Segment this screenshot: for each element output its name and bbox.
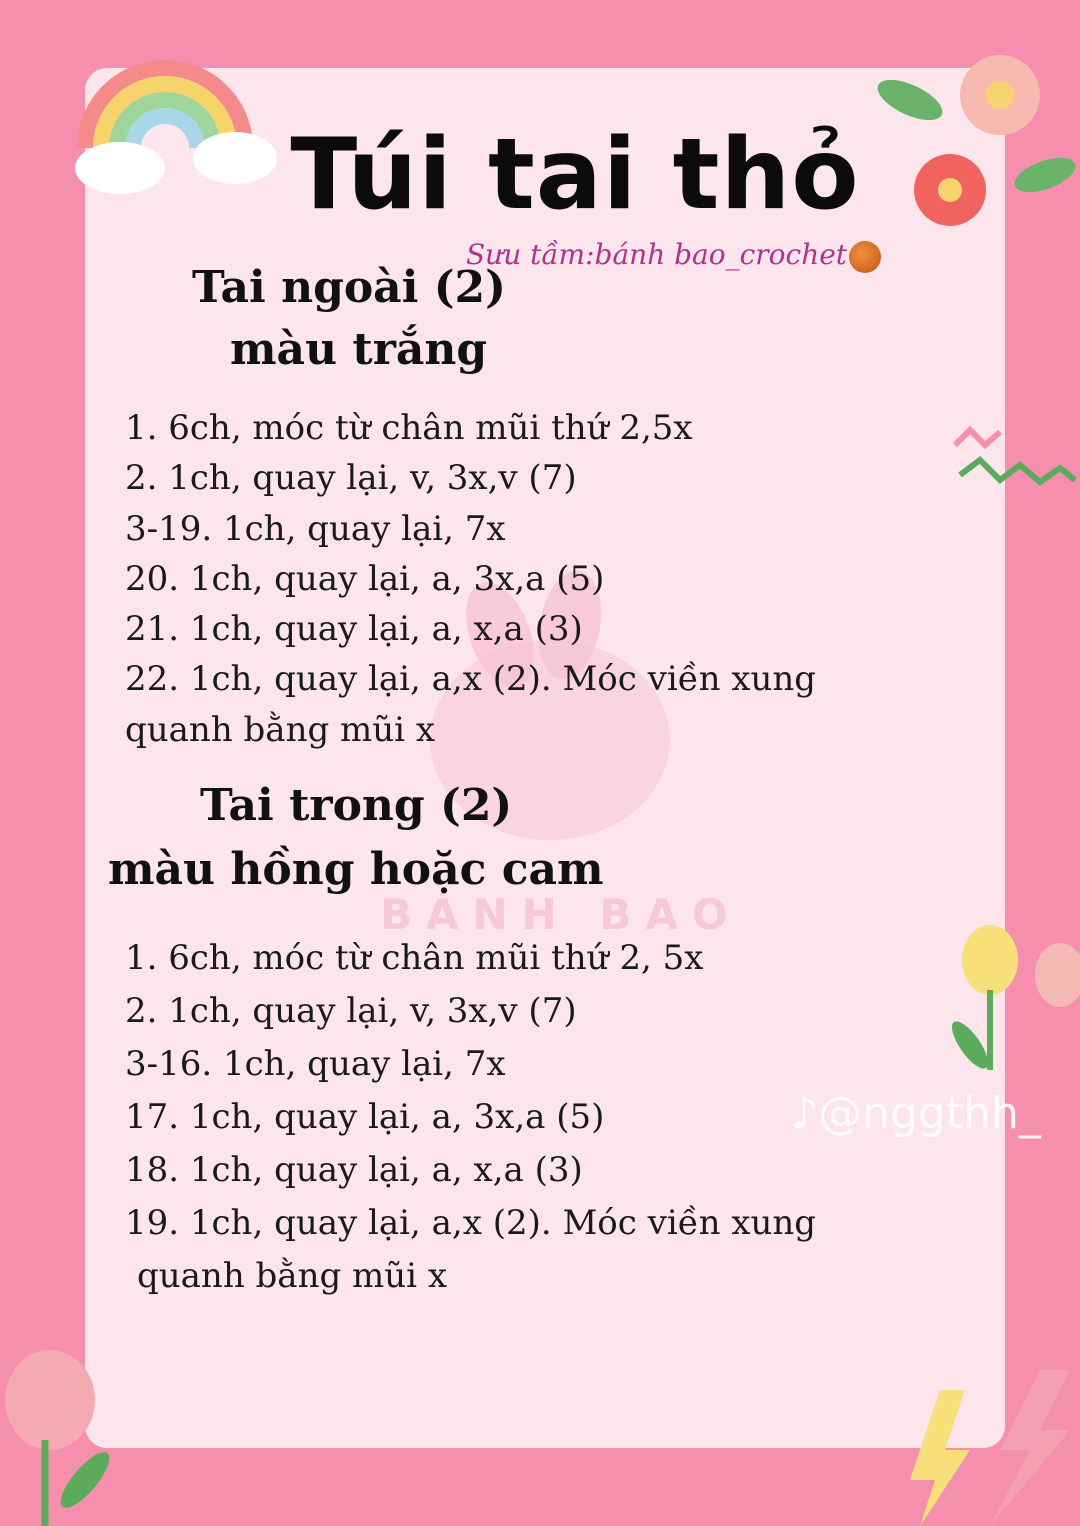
list-item: 20. 1ch, quay lại, a, 3x,a (5) [125,558,605,599]
section2-subheading: màu hồng hoặc cam [108,844,604,895]
list-item: 1. 6ch, móc từ chân mũi thứ 2,5x [125,408,693,448]
list-item: 18. 1ch, quay lại, a, x,a (3) [125,1150,583,1190]
section1-heading: Tai ngoài (2) [192,262,506,313]
lightning-icon [890,1350,1080,1526]
credit-signature: Sưu tầm:bánh bao_crochet [466,238,881,273]
list-item: 22. 1ch, quay lại, a,x (2). Móc viền xung [125,659,817,700]
list-item: quanh bằng mũi x [137,1256,448,1296]
list-item: 2. 1ch, quay lại, v, 3x,v (7) [125,991,577,1031]
list-item: quanh bằng mũi x [125,709,436,750]
section1-steps [125,403,816,755]
tulip-icon [945,920,1080,1080]
tiktok-icon: ♪ [790,1088,819,1139]
tulip-bottom-icon [0,1340,130,1526]
page-title: Túi tai thỏ [290,118,860,232]
list-item: 3-16. 1ch, quay lại, 7x [125,1044,506,1084]
tiktok-watermark: ♪@nggthh_ [790,1088,1041,1139]
section2-heading: Tai trong (2) [200,780,513,831]
section2-steps [125,932,819,1303]
list-item: 17. 1ch, quay lại, a, 3x,a (5) [125,1097,605,1137]
list-item: 21. 1ch, quay lại, a, x,a (3) [125,609,583,650]
list-item: 1. 6ch, móc từ chân mũi thứ 2, 5x [125,938,704,978]
list-item: 19. 1ch, quay lại, a,x (2). Móc viền xung [125,1203,817,1243]
zigzag-icon [950,420,1080,500]
yarn-ball-icon [849,241,881,273]
list-item: 2. 1ch, quay lại, v, 3x,v (7) [125,458,577,499]
section1-subheading: màu trắng [230,324,488,375]
list-item: 3-19. 1ch, quay lại, 7x [125,508,506,549]
brand-watermark: BÁNH BAO [380,890,742,939]
